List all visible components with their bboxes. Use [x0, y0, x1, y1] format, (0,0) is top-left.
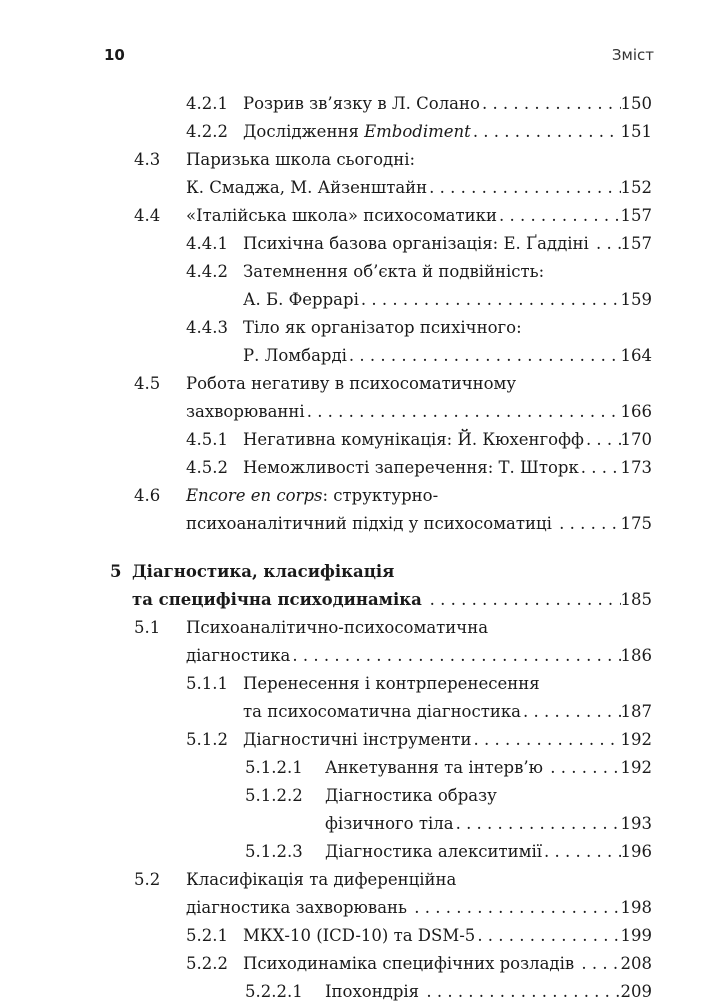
entry-title: «Італійська школа» психосоматики	[186, 206, 497, 225]
entry-title: діагностика	[186, 646, 291, 665]
entry-number: 5.1.1	[186, 674, 228, 693]
entry-title: Дослідження	[243, 122, 365, 141]
toc-entry[interactable]	[134, 202, 652, 230]
entry-page: 209	[620, 982, 652, 1001]
entry-number: 4.4.3	[186, 318, 228, 337]
entry-page: 175	[620, 514, 652, 533]
toc-entry-continuation[interactable]	[325, 810, 652, 838]
leader-dots	[557, 510, 620, 538]
entry-number: 4.5.2	[186, 458, 228, 477]
entry-title: Класифікація та диференційна	[186, 870, 457, 889]
entry-page: 192	[620, 758, 652, 777]
toc-chapter[interactable]	[110, 558, 652, 586]
toc-entry-continuation[interactable]	[186, 174, 652, 202]
entry-title: Іпохондрія	[325, 982, 425, 1001]
leader-dots	[579, 454, 621, 482]
entry-title: А. Б. Феррарі	[243, 290, 359, 309]
leader-dots	[424, 978, 620, 1006]
leader-dots	[427, 174, 620, 202]
entry-title: К. Смаджа, М. Айзенштайн	[186, 178, 428, 197]
toc-entry-continuation[interactable]	[186, 642, 652, 670]
toc-entry[interactable]	[186, 454, 652, 482]
entry-number: 5.1.2	[186, 730, 228, 749]
entry-page: 199	[620, 926, 652, 945]
entry-number: 5.2.2	[186, 954, 228, 973]
entry-page: 185	[620, 590, 652, 609]
entry-title: Затемнення об’єкта й подвійність:	[243, 262, 545, 281]
leader-dots	[428, 586, 621, 614]
toc-entry[interactable]	[186, 118, 652, 146]
entry-number: 4.4.2	[186, 262, 228, 281]
leader-dots	[548, 754, 620, 782]
leader-dots	[579, 950, 620, 978]
entry-title: психоаналітичний підхід у психосоматиці	[186, 514, 558, 533]
toc-entry[interactable]	[245, 838, 652, 866]
entry-title: діагностика захворювань	[186, 898, 413, 917]
entry-title: Діагностика алекситимії	[325, 842, 543, 861]
entry-page: 150	[620, 94, 652, 113]
entry-title: Неможливості заперечення: Т. Шторк	[243, 458, 579, 477]
entry-page: 208	[620, 954, 652, 973]
entry-number: 4.2.1	[186, 94, 228, 113]
entry-title: фізичного тіла	[325, 814, 454, 833]
leader-dots	[584, 426, 621, 454]
entry-page: 166	[620, 402, 652, 421]
entry-number: 4.4.1	[186, 234, 228, 253]
entry-number: 5.1.2.2	[245, 786, 303, 805]
entry-title: Психоаналітично-психосоматична	[186, 618, 489, 637]
entry-title: МКХ-10 (ICD-10) та DSM-5	[243, 926, 476, 945]
toc-entry[interactable]	[186, 922, 652, 950]
leader-dots	[480, 90, 621, 118]
entry-title: та психосоматична діагностика	[243, 702, 522, 721]
leader-dots	[475, 922, 620, 950]
entry-title: Р. Ломбарді	[243, 346, 347, 365]
entry-number: 4.5.1	[186, 430, 228, 449]
entry-page: 157	[620, 234, 652, 253]
toc-entry-continuation[interactable]	[243, 698, 652, 726]
entry-title: Паризька школа сьогодні:	[186, 150, 416, 169]
entry-number: 5.1.2.3	[245, 842, 303, 861]
entry-number: 4.3	[134, 150, 161, 169]
entry-title: Робота негативу в психосоматичному	[186, 374, 517, 393]
entry-page: 187	[620, 702, 652, 721]
section-title: Зміст	[611, 46, 654, 64]
entry-title: : структурно-	[322, 486, 439, 505]
entry-title-italic: Encore en corps	[186, 486, 323, 505]
entry-page: 173	[620, 458, 652, 477]
toc-entry[interactable]	[134, 482, 652, 510]
leader-dots	[471, 118, 621, 146]
leader-dots	[305, 398, 621, 426]
entry-title: Анкетування та інтерв’ю	[325, 758, 549, 777]
toc-entry[interactable]	[186, 230, 652, 258]
toc-entry[interactable]	[134, 146, 652, 174]
entry-page: 159	[620, 290, 652, 309]
toc-entry[interactable]	[186, 426, 652, 454]
leader-dots	[290, 642, 620, 670]
entry-page: 157	[620, 206, 652, 225]
running-header	[104, 46, 654, 70]
toc-entry-continuation[interactable]	[186, 510, 652, 538]
leader-dots	[542, 838, 620, 866]
entry-page: 192	[620, 730, 652, 749]
toc-chapter-continuation[interactable]	[132, 586, 652, 614]
toc-entry[interactable]	[134, 866, 652, 894]
entry-title: захворюванні	[186, 402, 305, 421]
toc-entry-continuation[interactable]	[186, 398, 652, 426]
toc-entry[interactable]	[134, 370, 652, 398]
toc-entry[interactable]	[186, 670, 652, 698]
entry-title: Психодинаміка специфічних розладів	[243, 954, 580, 973]
page-number: 10	[104, 46, 125, 64]
entry-page: 151	[620, 122, 652, 141]
entry-title: Перенесення і контрперенесення	[243, 674, 540, 693]
toc-entry-continuation[interactable]	[186, 894, 652, 922]
entry-number: 4.4	[134, 206, 161, 225]
entry-page: 196	[620, 842, 652, 861]
toc-entry[interactable]	[186, 950, 652, 978]
leader-dots	[521, 698, 620, 726]
entry-number: 5.1	[134, 618, 161, 637]
entry-title: Психічна базова організація: Е. Ґаддіні	[243, 234, 595, 253]
leader-dots	[347, 342, 621, 370]
entry-title: та специфічна психодинаміка	[132, 590, 428, 609]
entry-page: 193	[620, 814, 652, 833]
entry-number: 5	[110, 562, 122, 581]
entry-page: 152	[620, 178, 652, 197]
leader-dots	[412, 894, 620, 922]
entry-title: Діагностичні інструменти	[243, 730, 472, 749]
leader-dots	[454, 810, 621, 838]
entry-title: Розрив зв’язку в Л. Солано	[243, 94, 480, 113]
toc-entry[interactable]	[245, 978, 652, 1006]
entry-title: Негативна комунікація: Й. Кюхенгофф	[243, 430, 584, 449]
entry-title: Діагностика образу	[325, 786, 497, 805]
entry-number: 4.2.2	[186, 122, 228, 141]
entry-page: 170	[620, 430, 652, 449]
toc-entry[interactable]	[186, 726, 652, 754]
leader-dots	[594, 230, 620, 258]
entry-number: 5.2.1	[186, 926, 228, 945]
toc-entry-continuation[interactable]	[243, 342, 652, 370]
leader-dots	[472, 726, 621, 754]
entry-title-italic: Embodiment	[364, 122, 471, 141]
toc-entry[interactable]	[186, 258, 652, 286]
entry-number: 5.2.2.1	[245, 982, 303, 1001]
toc-entry[interactable]	[245, 782, 652, 810]
toc-entry[interactable]	[245, 754, 652, 782]
entry-number: 5.2	[134, 870, 161, 889]
entry-number: 4.5	[134, 374, 161, 393]
toc-entry[interactable]	[186, 314, 652, 342]
entry-title: Діагностика, класифікація	[132, 562, 395, 581]
leader-dots	[497, 202, 621, 230]
entry-number: 5.1.2.1	[245, 758, 303, 777]
entry-page: 186	[620, 646, 652, 665]
leader-dots	[359, 286, 621, 314]
toc-entry[interactable]	[186, 90, 652, 118]
toc-entry-continuation[interactable]	[243, 286, 652, 314]
entry-number: 4.6	[134, 486, 161, 505]
entry-title: Тіло як організатор психічного:	[243, 318, 522, 337]
entry-page: 198	[620, 898, 652, 917]
toc-entry[interactable]	[134, 614, 652, 642]
entry-page: 164	[620, 346, 652, 365]
